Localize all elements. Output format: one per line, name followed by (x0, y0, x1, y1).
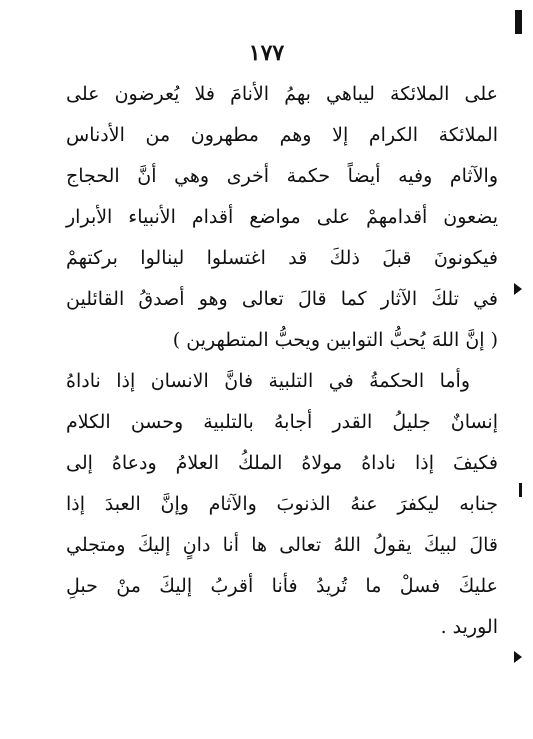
text-line: إنسانٌ جليلُ القدر أجابهُ بالتلبية وحسن الكلام (66, 411, 498, 433)
text-line: الوريد . (440, 616, 498, 638)
text-line: على الملائكة ليباهي بهمُ الأنامَ فلا يُعرضون على (66, 83, 498, 105)
text-line: وأما الحكمةُ في التلبية فانَّ الانسان إذا ناداهُ (66, 370, 470, 392)
text-line: في تلكَ الآثار كما قالَ تعالى وهو أصدقُ القائلين (66, 288, 498, 310)
margin-marker-icon (514, 283, 522, 295)
text-line: يضعون أقدامهمْ على مواضع أقدام الأنبياء الأبرار (66, 206, 498, 228)
text-line: والآثام وفيه أيضاً حكمة أخرى وهي أنَّ الحجاج (66, 165, 498, 187)
margin-bar-mark (519, 483, 522, 497)
corner-mark (515, 10, 522, 34)
text-line: فكيفَ إذا ناداهُ مولاهُ الملكُ العلامُ ودعاهُ إلى (66, 452, 498, 474)
text-line: ( إنَّ اللهَ يُحبُّ التوابين ويحبُّ المتطهرين ) (172, 329, 498, 351)
page-text (66, 74, 498, 648)
text-line: الملائكة الكرام إلا وهم مطهرون من الأدناس (66, 124, 498, 146)
margin-marker-icon (514, 651, 522, 663)
text-line: عليكَ فسلْ ما تُريدُ فأنا أقربُ إليكَ منْ حبلِ (66, 575, 498, 597)
text-line: فيكونونَ قبلَ ذلكَ قد اغتسلوا لينالوا بركتهمْ (66, 247, 498, 269)
text-line: جنابه ليكفرَ عنهُ الذنوبَ والآثام وإنَّ العبدَ إذا (66, 493, 498, 515)
text-line: قالَ لبيكَ يقولُ اللهُ تعالى ها أنا دانٍ إليكَ ومتجلي (66, 534, 498, 556)
page-number: ١٧٧ (248, 40, 285, 66)
